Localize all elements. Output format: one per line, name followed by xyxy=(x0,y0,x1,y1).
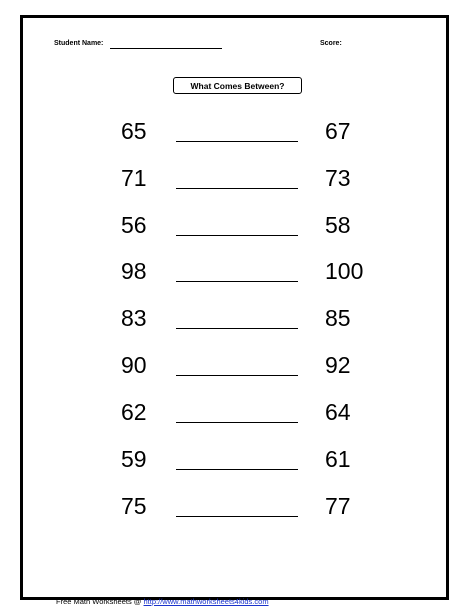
problem-row xyxy=(0,491,474,521)
answer-blank[interactable] xyxy=(176,141,298,142)
answer-blank[interactable] xyxy=(176,469,298,470)
worksheet-title xyxy=(173,77,302,94)
left-number: 71 xyxy=(121,165,147,191)
problem-row xyxy=(0,210,474,240)
problem-row xyxy=(0,444,474,474)
right-number: 100 xyxy=(325,258,364,284)
left-number: 62 xyxy=(121,399,147,425)
right-number: 58 xyxy=(325,212,351,238)
right-number: 85 xyxy=(325,305,351,331)
footer xyxy=(56,597,269,606)
problem-row xyxy=(0,163,474,193)
right-number: 77 xyxy=(325,493,351,519)
footer-link[interactable]: http://www.mathworksheets4kids.com xyxy=(143,597,269,606)
answer-blank[interactable] xyxy=(176,375,298,376)
answer-blank[interactable] xyxy=(176,188,298,189)
left-number: 75 xyxy=(121,493,147,519)
left-number: 56 xyxy=(121,212,147,238)
answer-blank[interactable] xyxy=(176,422,298,423)
answer-blank[interactable] xyxy=(176,516,298,517)
problem-row xyxy=(0,256,474,286)
problem-row xyxy=(0,397,474,427)
student-name-label: Student Name: xyxy=(54,40,104,47)
left-number: 65 xyxy=(121,118,147,144)
left-number: 83 xyxy=(121,305,147,331)
right-number: 67 xyxy=(325,118,351,144)
left-number: 59 xyxy=(121,446,147,472)
right-number: 92 xyxy=(325,352,351,378)
right-number: 64 xyxy=(325,399,351,425)
score-label: Score: xyxy=(320,40,342,47)
answer-blank[interactable] xyxy=(176,328,298,329)
left-number: 90 xyxy=(121,352,147,378)
left-number: 98 xyxy=(121,258,147,284)
answer-blank[interactable] xyxy=(176,235,298,236)
answer-blank[interactable] xyxy=(176,281,298,282)
student-name-line xyxy=(110,48,222,49)
worksheet-title-text: What Comes Between? xyxy=(190,80,285,91)
problem-row xyxy=(0,350,474,380)
problem-row xyxy=(0,116,474,146)
right-number: 73 xyxy=(325,165,351,191)
problem-row xyxy=(0,303,474,333)
footer-prefix: Free Math Worksheets @ xyxy=(56,597,144,606)
right-number: 61 xyxy=(325,446,351,472)
